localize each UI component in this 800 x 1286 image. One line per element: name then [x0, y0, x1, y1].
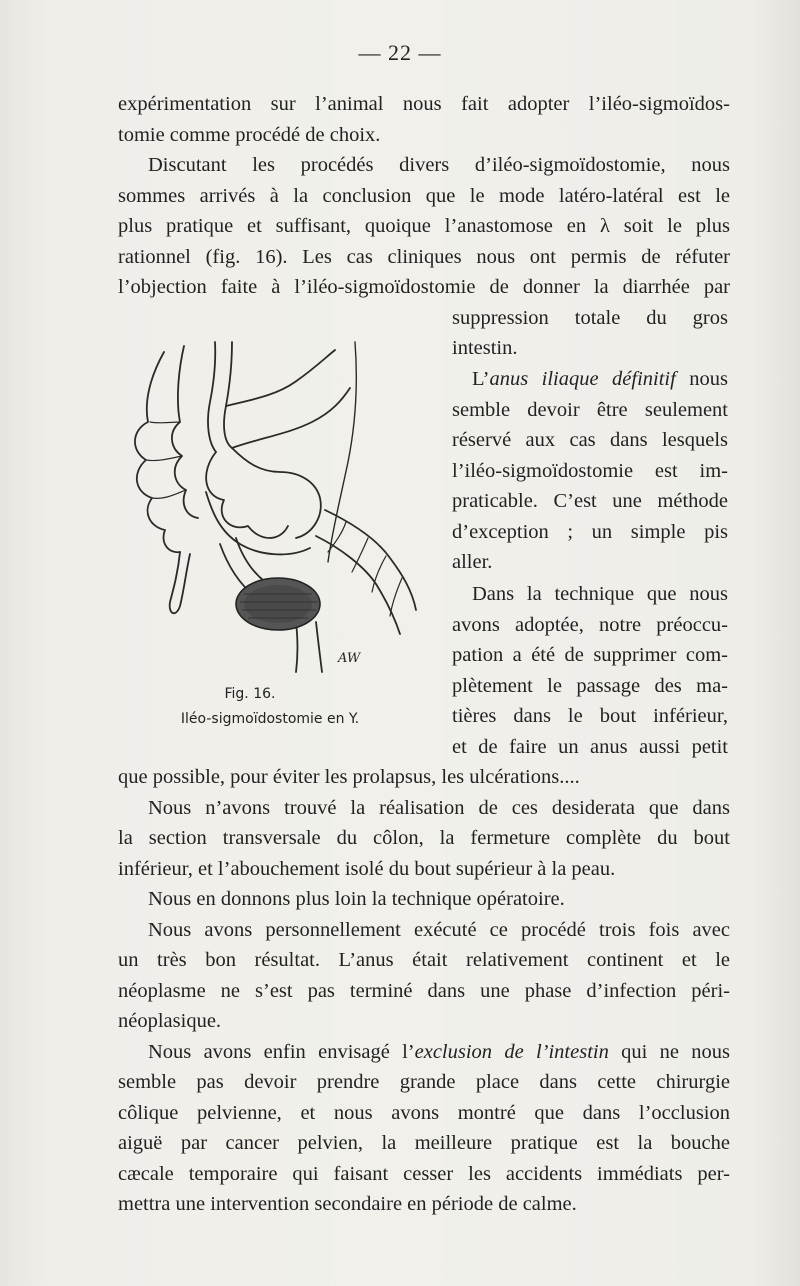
text-line: sommes arrivés à la conclusion que le mode latéro-latéral est le: [118, 185, 730, 207]
text-line: [148, 1040, 730, 1064]
text-line: pation a été de supprimer com-: [452, 644, 728, 666]
loop-upper: [206, 452, 288, 538]
text-line: un très bon résultat. L’anus était relativement continent et le: [118, 949, 730, 971]
text-line: Nous avons personnellement exécuté ce procédé trois fois avec: [148, 919, 730, 941]
text-line: semble devoir être seulement: [452, 399, 728, 421]
rectum-right: [316, 622, 322, 672]
text-line: plus pratique et suffisant, quoique l’anastomose en λ soit le plus: [118, 215, 730, 237]
text-fragment: Nous avons enfin envisagé l’: [148, 1041, 415, 1063]
text-line: expérimentation sur l’animal nous fait adopter l’iléo-sigmoïdos-: [118, 93, 730, 115]
text-fragment: qui ne nous: [608, 1041, 730, 1063]
text-line: d’exception ; un simple pis: [452, 521, 728, 543]
text-line: praticable. C’est une méthode: [452, 490, 728, 512]
text-line: et de faire un anus aussi petit: [452, 736, 728, 758]
appendix: [170, 552, 190, 613]
text-fragment: nous: [675, 368, 728, 390]
figure-number: Fig. 16.: [224, 686, 276, 702]
text-line: Discutant les procédés divers d’iléo-sigmoïdostomie, nous: [148, 154, 730, 176]
text-line: Nous en donnons plus loin la technique opératoire.: [148, 888, 565, 910]
ileum-right: [224, 342, 232, 448]
text-line: rationnel (fig. 16). Les cas cliniques nous ont permis de réfuter: [118, 246, 730, 268]
ileum-left: [208, 342, 216, 452]
figure-caption: Iléo-sigmoïdostomie en Y.: [180, 711, 360, 727]
ascending-colon-outer: [135, 352, 180, 552]
rectum-left: [296, 622, 298, 672]
text-fragment: L’: [472, 368, 490, 390]
text-line: néoplasme ne s’est pas terminé dans une phase d’infection péri-: [118, 980, 730, 1002]
text-line: tomie comme procédé de choix.: [118, 124, 381, 146]
text-line: l’objection faite à l’iléo-sigmoïdostomie de donner la diarrhée par: [118, 276, 730, 298]
text-line: intestin.: [452, 337, 518, 359]
text-line: néoplasique.: [118, 1010, 222, 1032]
text-line: tières dans le bout inférieur,: [452, 705, 728, 727]
transverse-upper: [226, 350, 335, 406]
page-number: — 22 —: [358, 40, 442, 65]
engraver-signature: AW: [338, 651, 361, 666]
text-line: mettra une intervention secondaire en période de calme.: [118, 1193, 577, 1215]
text-line: avons adoptée, notre préoccu-: [452, 614, 728, 636]
text-line: aiguë par cancer pelvien, la meilleure pratique est la bouche: [118, 1132, 730, 1154]
mesentery-line: [328, 342, 356, 562]
emphasis: anus iliaque définitif: [489, 368, 676, 390]
text-line: aller.: [452, 551, 493, 573]
text-line: [472, 367, 728, 391]
text-line: cæcale temporaire qui faisant cesser les accidents immédiats per-: [118, 1163, 730, 1185]
emphasis: exclusion de l’intestin: [414, 1041, 609, 1063]
text-line: suppression totale du gros: [452, 307, 728, 329]
text-line: l’iléo-sigmoïdostomie est im-: [452, 460, 728, 482]
text-line: que possible, pour éviter les prolapsus, les ulcérations....: [118, 766, 580, 788]
text-line: la section transversale du côlon, la fermeture complète du bout: [118, 827, 730, 849]
text-line: Nous n’avons trouvé la réalisation de ces desiderata que dans: [148, 797, 730, 819]
transverse-lower: [232, 388, 350, 448]
text-line: côlique pelvienne, et nous avons montré que dans l’occlusion: [118, 1102, 730, 1124]
loop-inner: [206, 492, 310, 554]
text-line: plètement le passage des ma-: [452, 675, 728, 697]
text-line: semble pas devoir prendre grande place dans cette chirurgie: [118, 1071, 730, 1093]
text-line: Dans la technique que nous: [472, 583, 728, 605]
text-line: inférieur, et l’abouchement isolé du bout supérieur à la peau.: [118, 858, 616, 880]
loop-lower: [232, 448, 321, 538]
ascending-colon-inner: [172, 346, 198, 518]
sigmoid-upper: [325, 510, 416, 610]
intestine-illustration: [120, 322, 420, 682]
text-line: réservé aux cas dans lesquels: [452, 429, 728, 451]
tumor-mass: [236, 578, 320, 630]
